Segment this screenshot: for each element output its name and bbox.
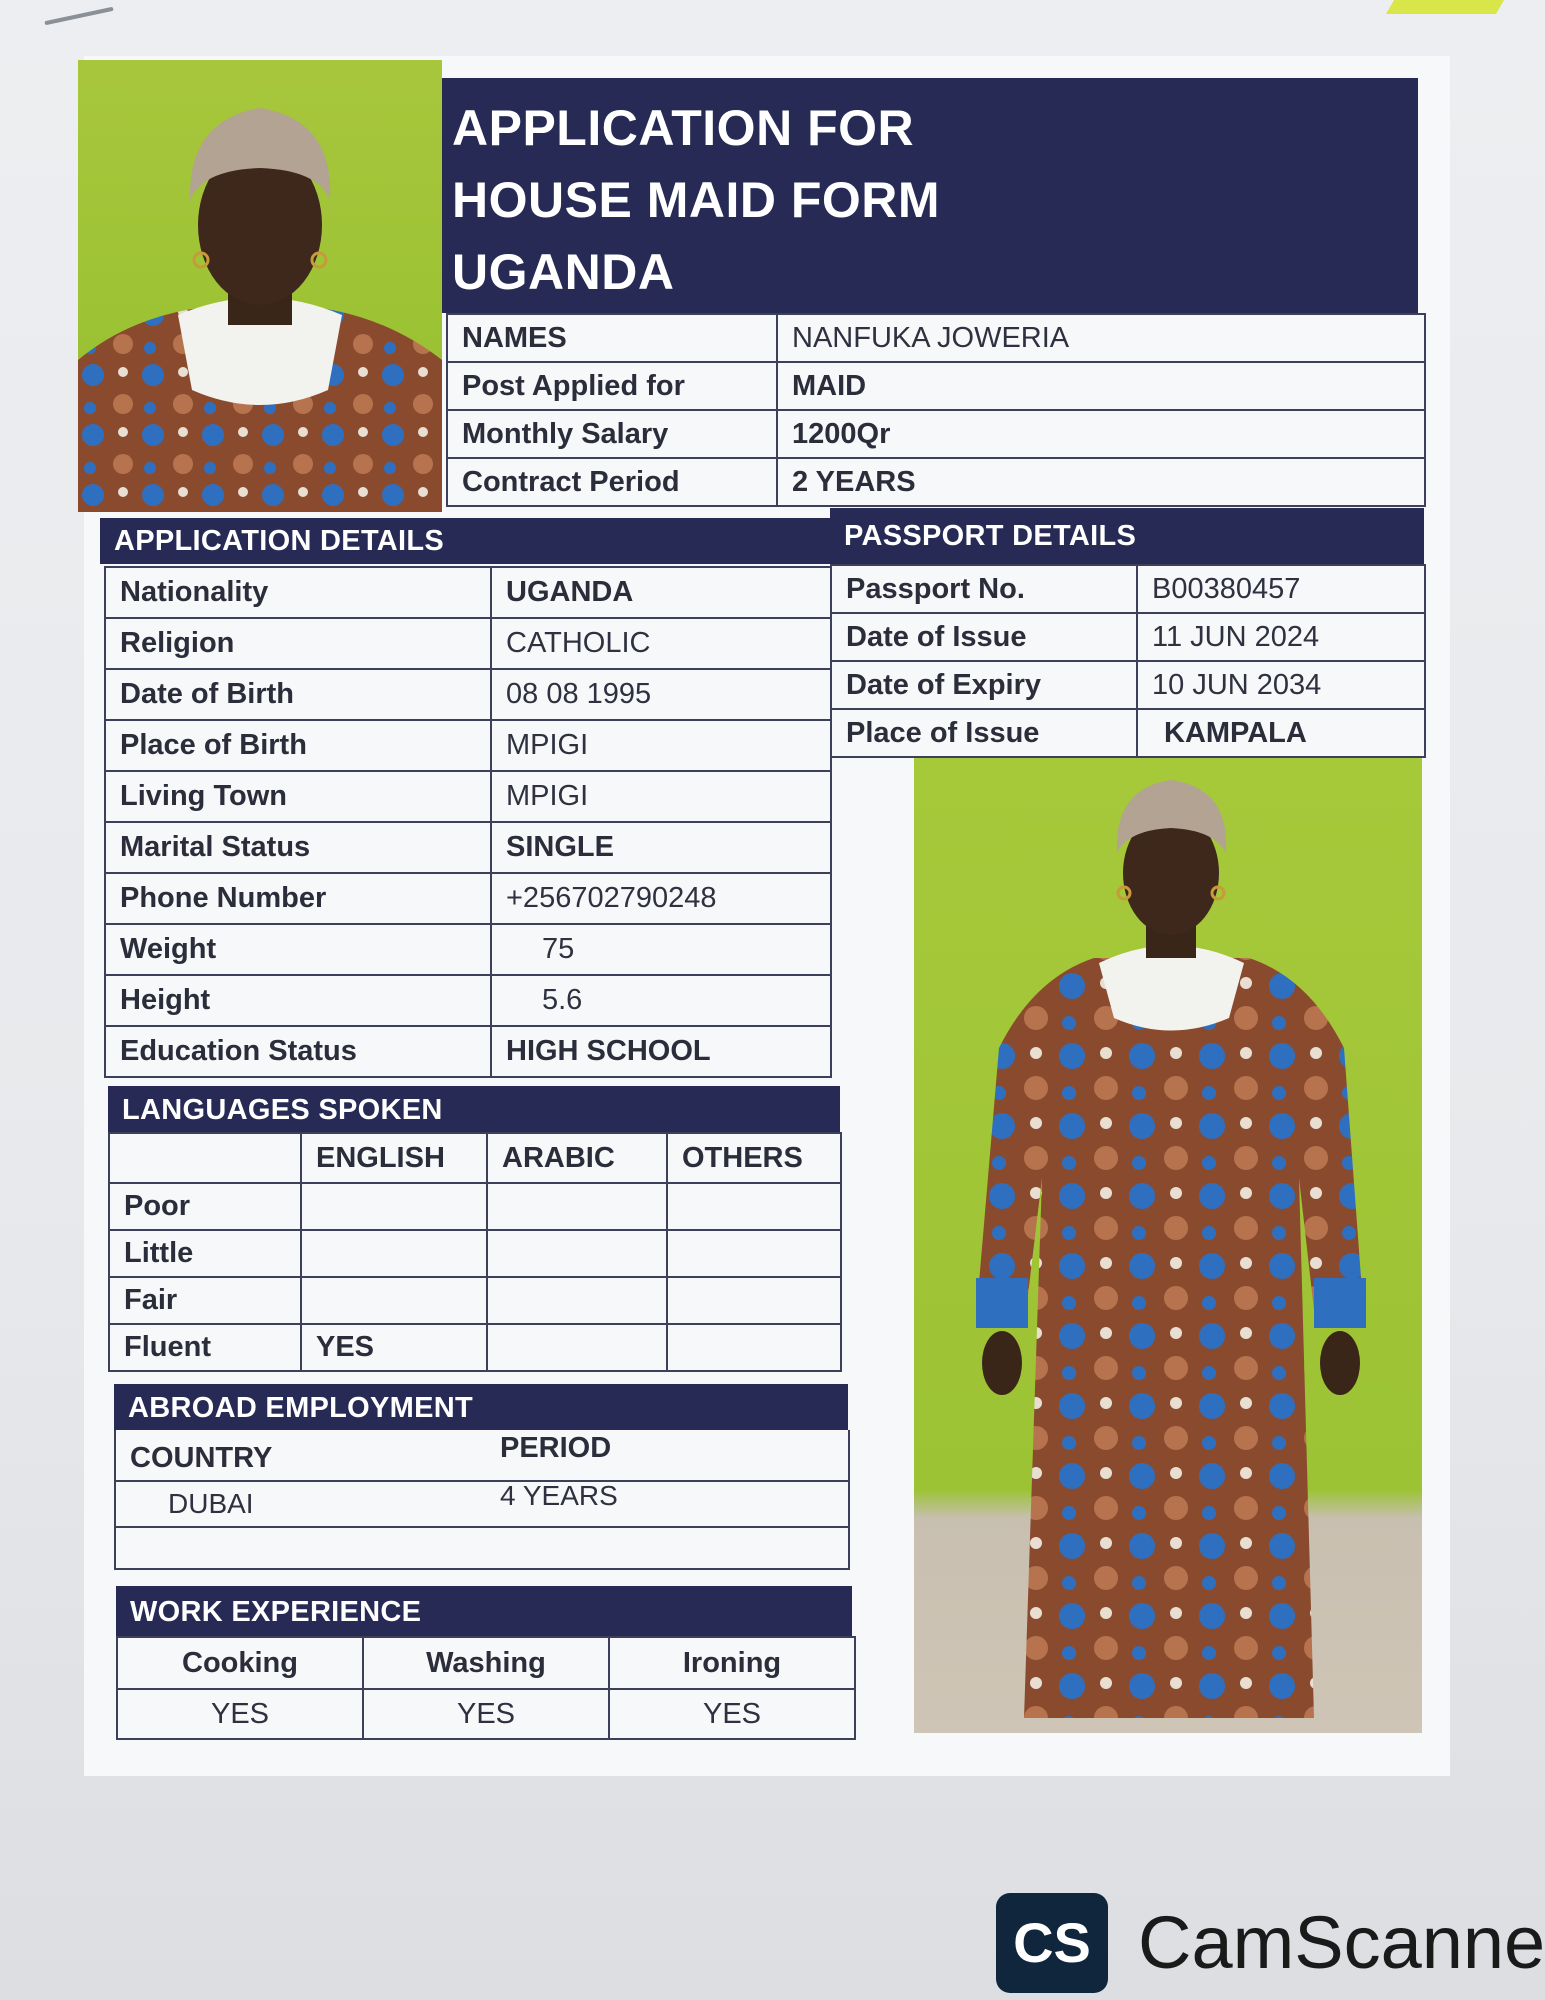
summary-row [447, 458, 1425, 506]
salary-label: Monthly Salary [447, 410, 777, 458]
headshot-portrait-drawing [78, 60, 442, 512]
height-value: 5.6 [491, 975, 831, 1026]
staple-mark [44, 7, 113, 25]
paper-corner [1386, 0, 1504, 14]
full-body-photo [914, 758, 1422, 1733]
camscanner-wordmark: CamScanne [1138, 1901, 1545, 1984]
religion-value: CATHOLIC [491, 618, 831, 669]
period-header: PERIOD [500, 1432, 612, 1464]
passport-row [831, 613, 1425, 661]
period-value: 4 YEARS [500, 1480, 618, 1511]
languages-heading: LANGUAGES SPOKEN [108, 1086, 840, 1132]
salary-value: 1200Qr [777, 410, 1425, 458]
dob-label: Date of Birth [105, 669, 491, 720]
place-of-birth-value: MPIGI [491, 720, 831, 771]
level-others-cell [667, 1183, 841, 1230]
row-divider [116, 1526, 850, 1528]
dob-value: 08 08 1995 [491, 669, 831, 720]
abroad-employment-heading: ABROAD EMPLOYMENT [114, 1384, 848, 1430]
col-arabic: ARABIC [487, 1133, 667, 1183]
abroad-employment-box [114, 1430, 850, 1570]
marital-status-label: Marital Status [105, 822, 491, 873]
phone-label: Phone Number [105, 873, 491, 924]
level-others-cell [667, 1277, 841, 1324]
names-value: NANFUKA JOWERIA [777, 314, 1425, 362]
headshot-photo [78, 60, 442, 512]
contract-label: Contract Period [447, 458, 777, 506]
summary-row [447, 314, 1425, 362]
full-body-portrait-drawing [914, 758, 1422, 1733]
post-label: Post Applied for [447, 362, 777, 410]
detail-row [105, 618, 831, 669]
detail-row [105, 822, 831, 873]
application-details-heading: APPLICATION DETAILS [100, 518, 830, 564]
country-value: DUBAI [168, 1488, 254, 1519]
detail-row [105, 567, 831, 618]
height-label: Height [105, 975, 491, 1026]
skills-header-row [117, 1637, 855, 1689]
level-arabic-cell [487, 1183, 667, 1230]
skill-washing-value: YES [363, 1689, 609, 1739]
level-label: Poor [109, 1183, 301, 1230]
detail-row [105, 975, 831, 1026]
skill-ironing-value: YES [609, 1689, 855, 1739]
living-town-value: MPIGI [491, 771, 831, 822]
detail-row [105, 873, 831, 924]
religion-label: Religion [105, 618, 491, 669]
detail-row [105, 1026, 831, 1077]
passport-row [831, 661, 1425, 709]
contract-value: 2 YEARS [777, 458, 1425, 506]
summary-row [447, 362, 1425, 410]
detail-row [105, 771, 831, 822]
level-others-cell [667, 1324, 841, 1371]
col-english: ENGLISH [301, 1133, 487, 1183]
place-of-issue-label: Place of Issue [831, 709, 1137, 757]
level-label: Fluent [109, 1324, 301, 1371]
work-experience-table [116, 1636, 856, 1740]
passport-details-heading: PASSPORT DETAILS [830, 508, 1424, 564]
level-arabic-cell [487, 1277, 667, 1324]
nationality-value: UGANDA [491, 567, 831, 618]
detail-row [105, 720, 831, 771]
level-label: Little [109, 1230, 301, 1277]
country-header: COUNTRY [130, 1442, 273, 1474]
education-label: Education Status [105, 1026, 491, 1077]
title-line-1: APPLICATION FOR [452, 100, 915, 156]
post-value: MAID [777, 362, 1425, 410]
phone-value: +256702790248 [491, 873, 831, 924]
col-others: OTHERS [667, 1133, 841, 1183]
language-level-row [109, 1277, 841, 1324]
nationality-label: Nationality [105, 567, 491, 618]
skills-value-row [117, 1689, 855, 1739]
form-title-block [442, 78, 1418, 313]
date-of-issue-value: 11 JUN 2024 [1137, 613, 1425, 661]
passport-no-value: B00380457 [1137, 565, 1425, 613]
work-experience-heading: WORK EXPERIENCE [116, 1586, 852, 1636]
date-of-issue-label: Date of Issue [831, 613, 1137, 661]
education-value: HIGH SCHOOL [491, 1026, 831, 1077]
detail-row [105, 669, 831, 720]
level-english-cell [301, 1277, 487, 1324]
level-english-cell [301, 1183, 487, 1230]
title-line-3: UGANDA [452, 244, 675, 300]
date-of-expiry-value: 10 JUN 2034 [1137, 661, 1425, 709]
passport-details-table [830, 564, 1426, 758]
level-english-cell [301, 1230, 487, 1277]
level-arabic-cell [487, 1230, 667, 1277]
detail-row [105, 924, 831, 975]
level-english-cell: YES [301, 1324, 487, 1371]
languages-corner-cell [109, 1133, 301, 1183]
passport-row [831, 565, 1425, 613]
language-level-row [109, 1230, 841, 1277]
names-label: NAMES [447, 314, 777, 362]
skill-cooking-value: YES [117, 1689, 363, 1739]
languages-table [108, 1132, 842, 1372]
passport-no-label: Passport No. [831, 565, 1137, 613]
passport-row [831, 709, 1425, 757]
summary-row [447, 410, 1425, 458]
level-label: Fair [109, 1277, 301, 1324]
skill-ironing-label: Ironing [609, 1637, 855, 1689]
date-of-expiry-label: Date of Expiry [831, 661, 1137, 709]
title-line-2: HOUSE MAID FORM [452, 172, 941, 228]
application-details-table [104, 566, 832, 1078]
weight-value: 75 [491, 924, 831, 975]
language-level-row [109, 1183, 841, 1230]
living-town-label: Living Town [105, 771, 491, 822]
place-of-birth-label: Place of Birth [105, 720, 491, 771]
skill-cooking-label: Cooking [117, 1637, 363, 1689]
skill-washing-label: Washing [363, 1637, 609, 1689]
weight-label: Weight [105, 924, 491, 975]
row-divider [116, 1480, 850, 1482]
level-arabic-cell [487, 1324, 667, 1371]
camscanner-logo: CS [996, 1893, 1108, 1993]
language-level-row [109, 1324, 841, 1371]
level-others-cell [667, 1230, 841, 1277]
summary-table [446, 313, 1426, 507]
place-of-issue-value: KAMPALA [1137, 709, 1425, 757]
languages-header-row [109, 1133, 841, 1183]
marital-status-value: SINGLE [491, 822, 831, 873]
